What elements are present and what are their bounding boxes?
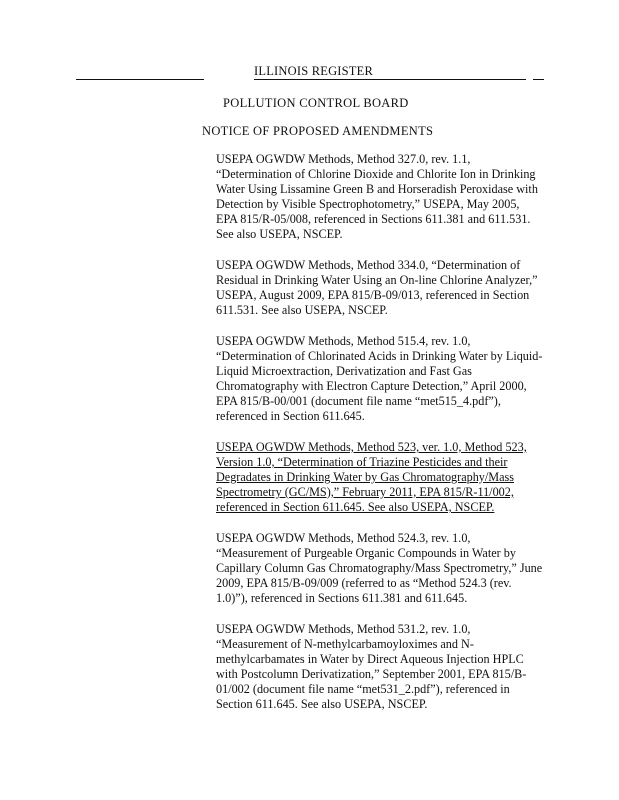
entry-line: USEPA OGWDW Methods, Method 334.0, “Determination of bbox=[216, 258, 521, 272]
entry-line: USEPA OGWDW Methods, Method 515.4, rev. 1.0, bbox=[216, 334, 471, 348]
reference-entry-524 bbox=[216, 531, 546, 606]
entry-line: 1.0)”), referenced in Sections 611.381 and 611.645. bbox=[216, 591, 468, 605]
entry-line: Chromatography with Electron Capture Detection,” April 2000, bbox=[216, 379, 527, 393]
entry-line: Water Using Lissamine Green B and Horseradish Peroxidase with bbox=[216, 182, 538, 196]
reference-entry-334 bbox=[216, 258, 546, 318]
entry-line: USEPA OGWDW Methods, Method 327.0, rev. 1.1, bbox=[216, 152, 471, 166]
entry-line: Residual in Drinking Water Using an On-line Chlorine Analyzer,” bbox=[216, 273, 538, 287]
entry-line: methylcarbamates in Water by Direct Aqueous Injection HPLC bbox=[216, 652, 524, 666]
header-rule-right bbox=[533, 79, 544, 80]
entry-line-underlined: referenced in Section 611.645. See also USEPA, NSCEP. bbox=[216, 500, 495, 514]
entry-line: “Determination of Chlorinated Acids in Drinking Water by Liquid- bbox=[216, 349, 543, 363]
entry-line: “Determination of Chlorine Dioxide and Chlorite Ion in Drinking bbox=[216, 167, 536, 181]
entry-line-underlined: Version 1.0, “Determination of Triazine Pesticides and their bbox=[216, 455, 508, 469]
reference-entry-327 bbox=[216, 152, 546, 242]
entry-line-underlined: Spectrometry (GC/MS),” February 2011, EPA 815/R-11/002, bbox=[216, 485, 514, 499]
entry-line: See also USEPA, NSCEP. bbox=[216, 227, 343, 241]
entry-line: USEPA, August 2009, EPA 815/B-09/013, referenced in Section bbox=[216, 288, 530, 302]
entry-line: Liquid Microextraction, Derivatization and Fast Gas bbox=[216, 364, 472, 378]
header-rule-middle bbox=[254, 79, 526, 80]
notice-title: NOTICE OF PROPOSED AMENDMENTS bbox=[202, 124, 434, 138]
entry-line: with Postcolumn Derivatization,” September 2001, EPA 815/B- bbox=[216, 667, 527, 681]
entry-line: referenced in Section 611.645. bbox=[216, 409, 365, 423]
register-title: ILLINOIS REGISTER bbox=[254, 64, 374, 78]
header-rule-left bbox=[76, 79, 204, 80]
entry-line: Detection by Visible Spectrophotometry,” USEPA, May 2005, bbox=[216, 197, 520, 211]
entry-line: 01/002 (document file name “met531_2.pdf”), referenced in bbox=[216, 682, 510, 696]
board-name: POLLUTION CONTROL BOARD bbox=[223, 96, 409, 110]
entry-line-underlined: USEPA OGWDW Methods, Method 523, ver. 1.0, Method 523, bbox=[216, 440, 527, 454]
register-header bbox=[76, 64, 544, 80]
entry-line-underlined: Degradates in Drinking Water by Gas Chromatography/Mass bbox=[216, 470, 514, 484]
entry-line: USEPA OGWDW Methods, Method 531.2, rev. 1.0, bbox=[216, 622, 471, 636]
references-list bbox=[216, 152, 546, 728]
entry-line: EPA 815/R-05/008, referenced in Sections 611.381 and 611.531. bbox=[216, 212, 531, 226]
entry-line: 611.531. See also USEPA, NSCEP. bbox=[216, 303, 388, 317]
entry-line: EPA 815/B-00/001 (document file name “met515_4.pdf”), bbox=[216, 394, 501, 408]
reference-entry-523 bbox=[216, 440, 546, 515]
entry-line: “Measurement of Purgeable Organic Compounds in Water by bbox=[216, 546, 516, 560]
reference-entry-515 bbox=[216, 334, 546, 424]
reference-entry-531 bbox=[216, 622, 546, 712]
entry-line: 2009, EPA 815/B-09/009 (referred to as “Method 524.3 (rev. bbox=[216, 576, 512, 590]
entry-line: Section 611.645. See also USEPA, NSCEP. bbox=[216, 697, 428, 711]
entry-line: “Measurement of N-methylcarbamoyloximes and N- bbox=[216, 637, 474, 651]
entry-line: Capillary Column Gas Chromatography/Mass Spectrometry,” June bbox=[216, 561, 543, 575]
entry-line: USEPA OGWDW Methods, Method 524.3, rev. 1.0, bbox=[216, 531, 471, 545]
